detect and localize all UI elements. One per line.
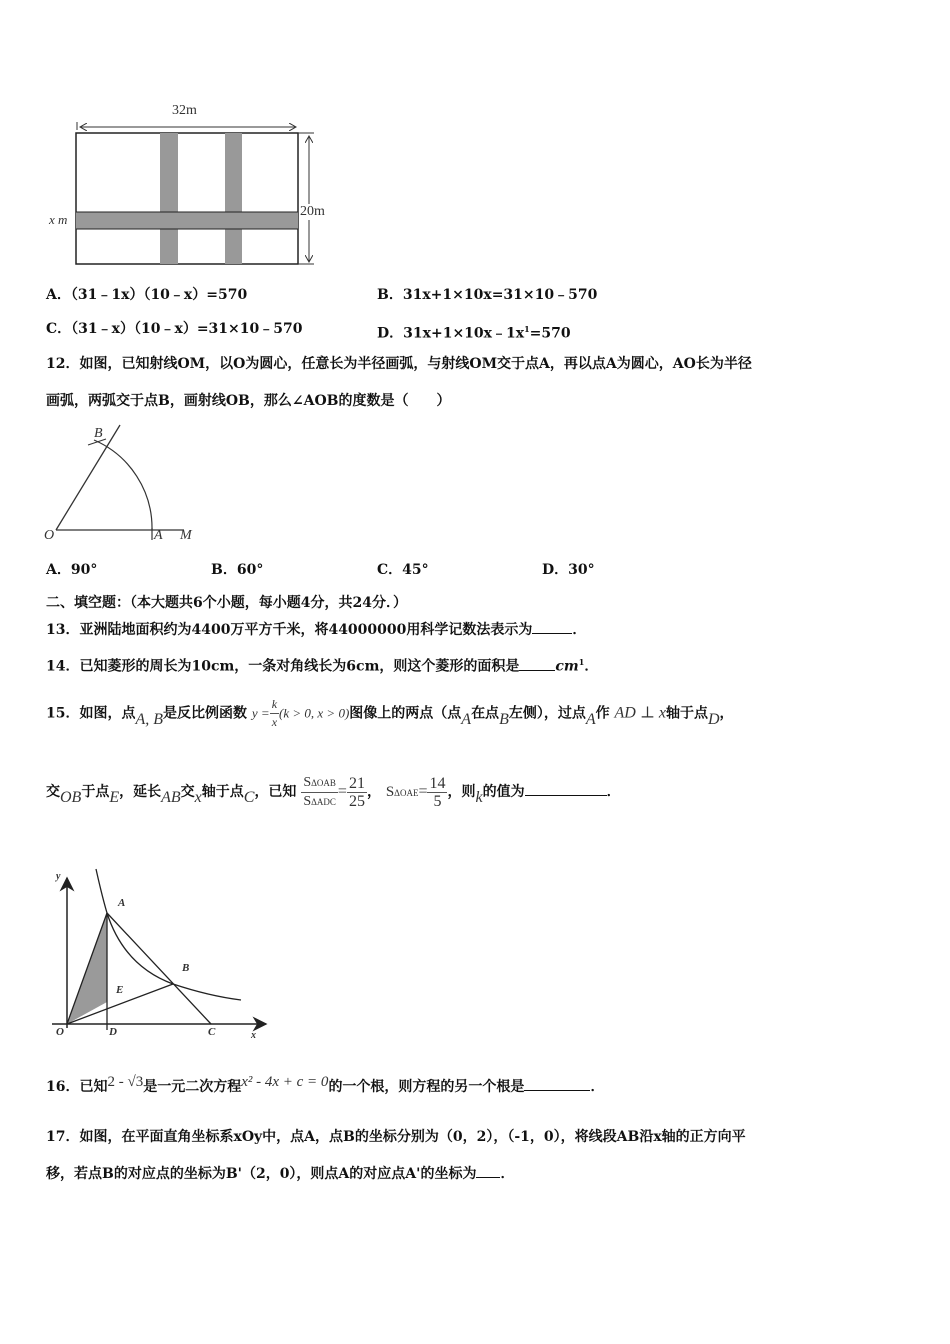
q17-line2: 移，若点B的对应点的坐标为B'（2，0），则点A的对应点A'的坐标为 ． (46, 1163, 514, 1184)
q17-line1: 17．如图，在平面直角坐标系xOy中，点A，点B的坐标分别为（0，2），（-1，0），将线段AB沿x轴的正方向平 (46, 1129, 746, 1145)
label-a: A (154, 528, 163, 543)
q11-figure (44, 100, 344, 270)
label-o: O (44, 528, 55, 543)
q16: 16．已知2 - √3是一元二次方程x² - 4x + c = 0的一个根，则方程的另一个根是 ． (46, 1074, 605, 1095)
q12-line1: 12．如图，已知射线OM，以O为圆心，任意长为半径画弧，与射线OM交于点A，再以点A为圆心，AO长为半径 (46, 356, 752, 372)
area-ratio-fraction: $\frac{\text{SΔOAB}}{\text{SΔADC}}$ (303, 774, 336, 809)
label-b: B (94, 426, 103, 441)
inverse-function-diagram (44, 866, 274, 1046)
label-c: C (208, 1026, 216, 1038)
q12-line2: 画弧，两弧交于点B，画射线OB，那么∠AOB的度数是（ ） (46, 393, 451, 409)
q15-line1: 15．如图，点A, B是反比例函数 y = $\frac{k}{x}$ (k > 0, x > 0)图像上的两点（点A在点B左侧），过点A作 AD ⊥ x轴于点D， (46, 697, 734, 729)
height-label: 20m (300, 204, 325, 219)
q11-option-c: C．（31﹣x）（10﹣x）=31×10﹣570 (46, 321, 303, 337)
label-e: E (116, 984, 124, 996)
label-x: x (251, 1030, 256, 1041)
label-o: O (56, 1026, 64, 1038)
label-d: D (109, 1026, 117, 1038)
q12-option-d: D．30° (542, 562, 595, 578)
label-b: B (182, 962, 190, 974)
width-label: 32m (172, 103, 197, 118)
field-roads-diagram (44, 100, 344, 270)
q12-option-c: C．45° (377, 562, 429, 578)
label-m: M (180, 528, 192, 543)
q11-option-a: A．（31﹣1x）（10﹣x）=570 (46, 287, 248, 303)
label-a: A (118, 897, 126, 909)
q12-figure (44, 422, 204, 550)
q16-answer-blank[interactable] (524, 1076, 590, 1091)
q12-option-b: B．60° (211, 562, 264, 578)
q13: 13．亚洲陆地面积约为4400万平方千米，将44000000用科学记数法表示为 ． (46, 619, 586, 640)
q15-figure (44, 866, 274, 1046)
section-title: 二、填空题：（本大题共6个小题，每小题4分，共24分．） (46, 595, 407, 611)
q11-option-b: B．31x+1×10x=31×10﹣570 (377, 287, 598, 303)
q15-line2: 交OB于点E，延长AB交x轴于点C，已知 $\frac{\text{SΔOAB}}{\text{SΔADC}}$ = $\frac{21}{25}$ ， SΔOAE= $\frac{14}{5}$ ，则k的值为 ． (46, 774, 621, 810)
q12-option-a: A．90° (46, 562, 98, 578)
road-width-label: x m (49, 212, 68, 227)
q15-answer-blank[interactable] (525, 781, 607, 796)
q13-answer-blank[interactable] (532, 619, 572, 634)
q11-option-d: D．$31x+1\times 10x﹣1x^1=570$ (377, 324, 571, 342)
label-y: y (56, 871, 61, 882)
q17-answer-blank[interactable] (476, 1163, 500, 1178)
q14-answer-blank[interactable] (519, 656, 555, 671)
q14: 14．已知菱形的周长为10cm，一条对角线长为6cm，则这个菱形的面积是 $cm^1$． (46, 657, 599, 675)
